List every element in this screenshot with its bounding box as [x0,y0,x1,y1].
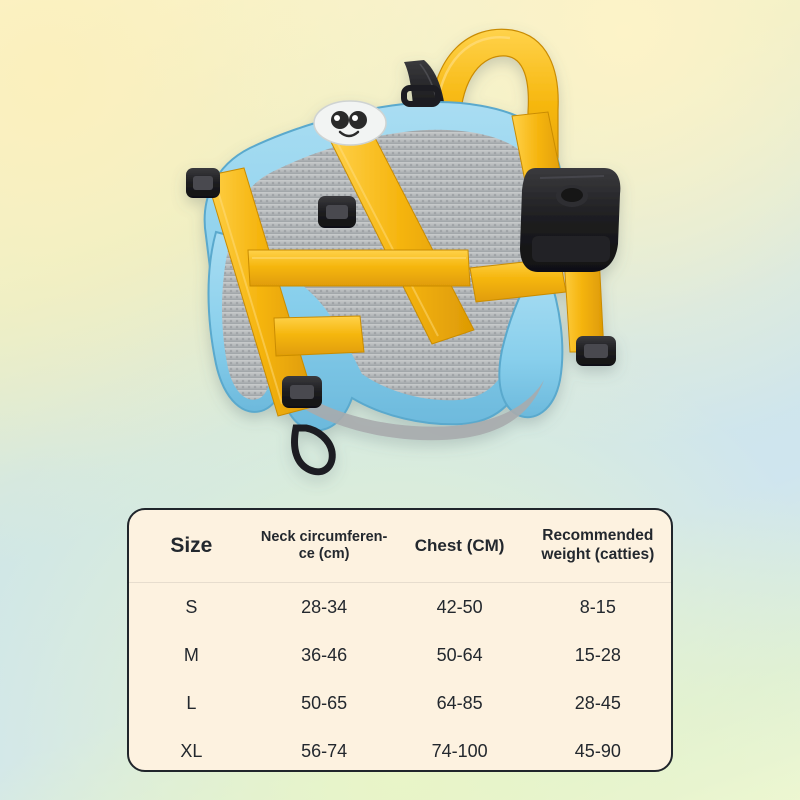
cell-neck: 56-74 [301,740,348,761]
header-neck-circumference [254,510,395,583]
strap-horizontal [248,250,470,286]
leash-attachment-ring [295,428,333,472]
cell-size: S [129,583,254,632]
harness-body [186,29,620,472]
cell-chest: 42-50 [395,583,525,632]
table-row [129,583,671,632]
cell-size: M [183,644,199,665]
cell-chest: 74-100 [431,740,488,761]
table-row [129,679,671,727]
cell-weight: 15-28 [574,644,621,665]
paw-logo-patch [314,101,386,145]
size-chart-table [129,510,671,772]
size-chart-body [129,583,671,773]
cell-size: L [186,692,197,713]
strap-lower-horizontal [274,316,364,356]
table-row [129,727,671,772]
size-chart [127,508,673,772]
cell-neck: 28-34 [254,583,395,632]
table-row [129,631,671,679]
cell-neck: 36-46 [301,644,348,665]
cell-chest: 64-85 [436,692,483,713]
strap-adjuster-right [576,336,616,366]
cell-chest: 50-64 [436,644,483,665]
header-recommended-weight [525,510,671,583]
strap-adjuster-lower [282,376,322,408]
cell-weight: 8-15 [525,583,671,632]
side-release-buckle [520,168,620,272]
header-weight-line2: weight (catties) [541,546,655,563]
header-neck-line2: ce (cm) [298,546,350,562]
header-neck-line1: Neck circumferen- [260,529,388,546]
strap-adjuster-left [186,168,220,198]
table-header-row [129,510,671,583]
header-size: Size [170,534,213,557]
size-chart-header [129,510,671,583]
cell-neck: 50-65 [301,692,348,713]
cell-size: XL [180,740,203,761]
header-chest: Chest (CM) [414,536,505,555]
header-weight-line1: Recommended [542,527,654,545]
cell-weight: 45-90 [574,740,621,761]
strap-adjuster-center [318,196,356,228]
cell-weight: 28-45 [574,692,621,713]
